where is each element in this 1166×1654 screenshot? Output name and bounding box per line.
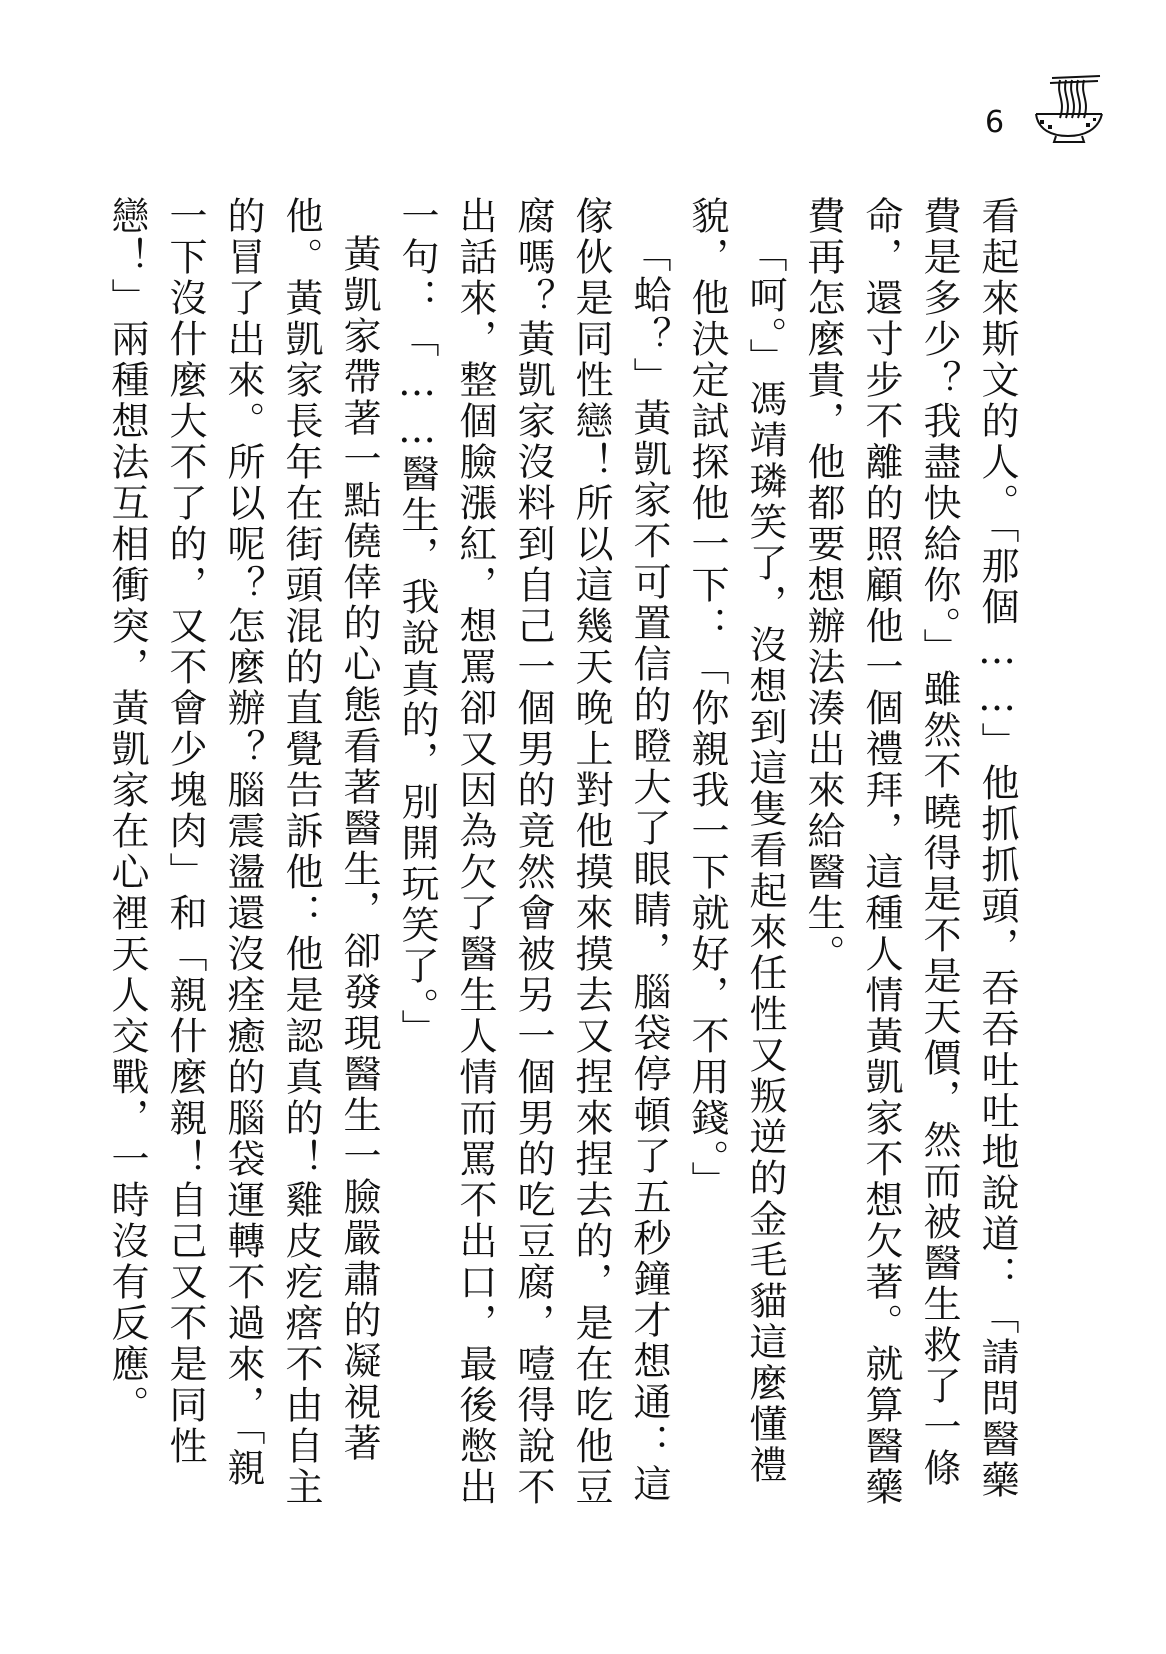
paragraph: 黃凱家帶著一點僥倖的心態看著醫生，卻發現醫生一臉嚴肅的凝視著他。黃凱家長年在街頭混的直覺告訴他：他是認真的！雞皮疙瘩不由自主的冒了出來。所以呢？怎麼辦？腦震盪還沒痊癒的腦袋運轉不過來，「親一下沒什麼大不了的，又不會少塊肉」和「親什麼親！自己又不是同性戀！」兩種想法互相衝突，黃凱家在心裡天人交戰，一時沒有反應。 xyxy=(105,196,381,1508)
noodle-bowl-icon xyxy=(1030,70,1105,144)
page-number: 6 xyxy=(985,105,1005,140)
paragraph: 看起來斯文的人。「那個……」他抓抓頭，吞吞吐吐地說道：「請問醫藥費是多少？我盡快給你。」雖然不曉得是不是天價，然而被醫生救了一條命，還寸步不離的照顧他一個禮拜，這種人情黃凱家不想欠著。就算醫藥費再怎麼貴，他都要想辦法湊出來給醫生。 xyxy=(801,196,1019,1508)
paragraph: 「蛤？」黃凱家不可置信的瞪大了眼睛，腦袋停頓了五秒鐘才想通：這傢伙是同性戀！所以這幾天晚上對他摸來摸去又捏來捏去的，是在吃他豆腐嗎？黃凱家沒料到自己一個男的竟然會被另一個男的吃豆腐，噎得說不出話來，整個臉漲紅，想罵卻又因為欠了醫生人情而罵不出口，最後憋出一句：「……醫生，我說真的，別開玩笑了。」 xyxy=(395,196,671,1508)
body-text xyxy=(105,196,1026,1516)
paragraph: 「呵。」馮靖璘笑了，沒想到這隻看起來任性又叛逆的金毛貓這麼懂禮貌，他決定試探他一下：「你親我一下就好，不用錢。」 xyxy=(685,196,787,1486)
